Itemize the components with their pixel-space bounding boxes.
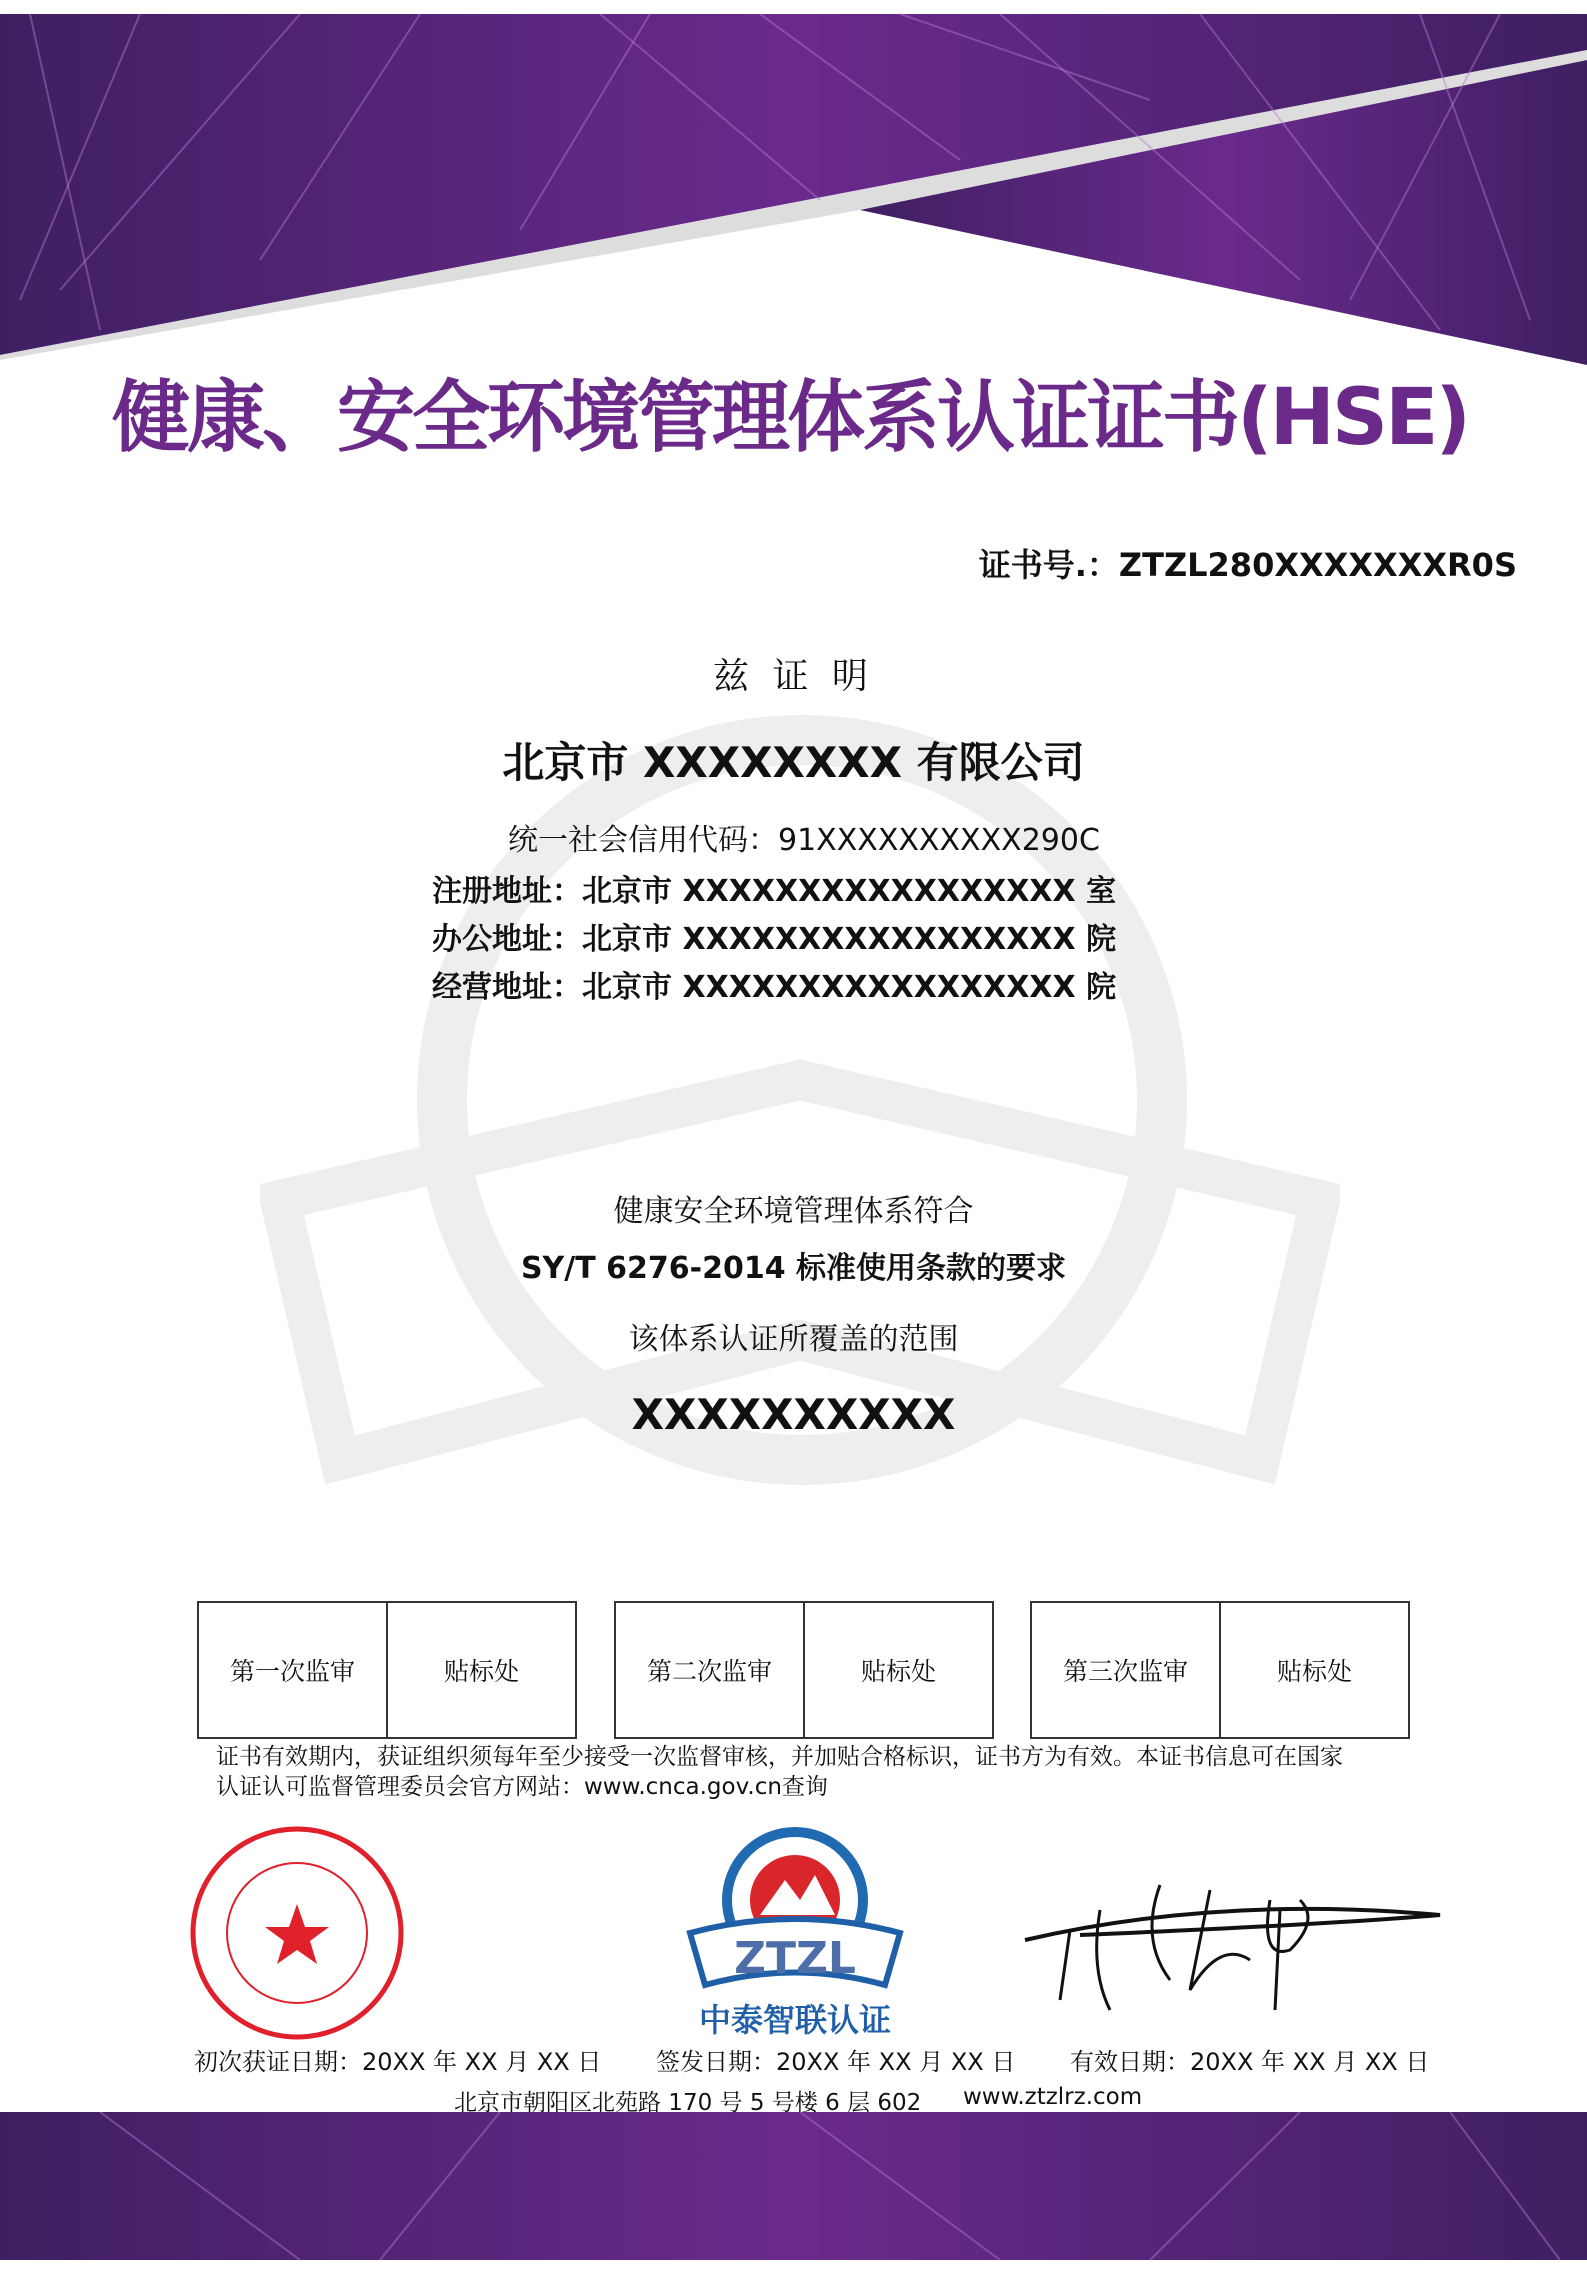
logo-name: 中泰智联认证 [698, 2001, 891, 2039]
sticker-area: 贴标处 [1219, 1603, 1408, 1737]
audit-box-1: 第一次监审 贴标处 [197, 1601, 577, 1739]
header-decoration [0, 0, 1587, 380]
registered-address: 注册地址：北京市 XXXXXXXXXXXXXXXXX 室 [432, 874, 1117, 909]
business-address: 经营地址：北京市 XXXXXXXXXXXXXXXXX 院 [432, 970, 1117, 1005]
office-address: 办公地址：北京市 XXXXXXXXXXXXXXXXX 院 [432, 922, 1117, 957]
footer-decoration [0, 2112, 1587, 2262]
scope-value: XXXXXXXXXX [631, 1390, 956, 1439]
sticker-area: 贴标处 [386, 1603, 575, 1737]
hereby-certify: 兹 证 明 [713, 656, 874, 697]
company-seal [188, 1824, 406, 2042]
valid-date: 有效日期：20XX 年 XX 月 XX 日 [1070, 2048, 1430, 2076]
address-list [432, 868, 1116, 1012]
conformity-text: 健康安全环境管理体系符合 [613, 1194, 974, 1229]
website-link[interactable]: www.ztzlrz.com [963, 2084, 1143, 2110]
notice-text: 证书有效期内，获证组织须每年至少接受一次监督审核，并加贴合格标识，证书方为有效。本证书信息可在国家 认证认可监督管理委员会官方网站：www.cnca.gov.cn查询 [216, 1744, 1343, 1800]
certificate-title: 健康、安全环境管理体系认证证书(HSE) [111, 373, 1469, 463]
svg-text:ZTZL: ZTZL [734, 1933, 856, 1984]
certificate-number: 证书号.：ZTZL280XXXXXXXR0S [978, 546, 1517, 584]
issue-date: 签发日期：20XX 年 XX 月 XX 日 [656, 2048, 1016, 2076]
audit-box-3: 第三次监审 贴标处 [1030, 1601, 1410, 1739]
first-cert-date: 初次获证日期：20XX 年 XX 月 XX 日 [194, 2048, 602, 2076]
scope-label: 该体系认证所覆盖的范围 [628, 1322, 959, 1357]
signature [1020, 1880, 1450, 2020]
ztzl-logo-icon [685, 1825, 905, 2005]
credit-code: 统一社会信用代码：91XXXXXXXXXX290C [508, 823, 1100, 858]
sticker-area: 贴标处 [803, 1603, 992, 1737]
standard-text: SY/T 6276-2014 标准使用条款的要求 [520, 1251, 1067, 1286]
audit-box-2: 第二次监审 贴标处 [614, 1601, 994, 1739]
company-name: 北京市 XXXXXXXX 有限公司 [502, 738, 1085, 787]
office-address-footer: 北京市朝阳区北苑路 170 号 5 号楼 6 层 602 [454, 2090, 922, 2116]
